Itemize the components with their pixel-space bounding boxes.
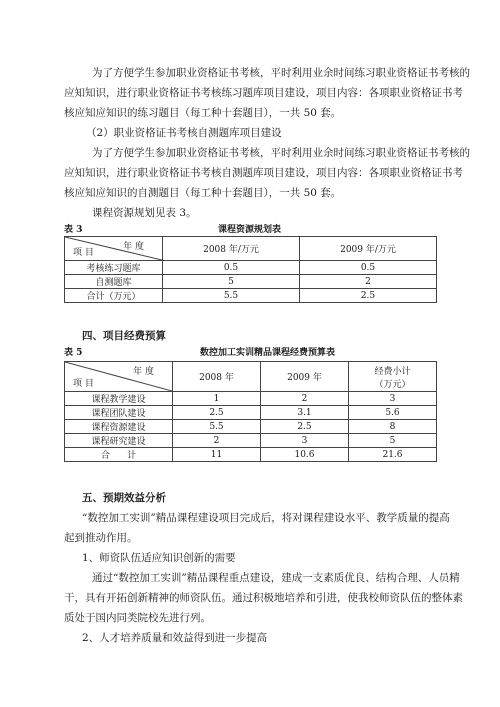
cell-value: 2.5: [261, 420, 349, 434]
table-row: [65, 420, 437, 434]
table5-col-subtotal: [349, 362, 437, 392]
cell-value: 10.6: [261, 448, 349, 462]
cell-value: 11: [173, 448, 261, 462]
para1-line3: 核应知应知识的练习题目（每工种十套题目），一共 50 套。: [64, 107, 342, 119]
table3-col-2009: 2009 年/万元: [300, 237, 437, 261]
cell-value: 1: [173, 392, 261, 406]
cell-value: 0.5: [163, 261, 300, 275]
cell-value: 2: [300, 275, 437, 289]
cell-value: 5.5: [173, 420, 261, 434]
table5: [64, 361, 437, 462]
table-row: [65, 275, 437, 289]
row-name: 合 计: [65, 448, 173, 462]
table-row: [65, 406, 437, 420]
cell-value: 2: [173, 434, 261, 448]
cell-value: 21.6: [349, 448, 437, 462]
para1-line1: 为了方便学生参加职业资格证书考核，平时利用业余时间练习职业资格证书考核的: [92, 67, 470, 79]
cell-value: 5.6: [349, 406, 437, 420]
corner-year-label: 年 度: [133, 367, 154, 377]
table3-label: 表 3: [64, 225, 83, 235]
cell-value: 3.1: [261, 406, 349, 420]
para2-line1: 为了方便学生参加职业资格证书考核，平时利用业余时间练习职业资格证书考核的: [92, 147, 470, 159]
section5-heading: 五、预期效益分析: [82, 492, 166, 504]
row-name: 自测题库: [65, 275, 163, 289]
cell-value: 2.5: [300, 289, 437, 303]
cell-value: 0.5: [300, 261, 437, 275]
para2-line3: 核应知应知识的自测题目（每工种十套题目），一共 50 套。: [64, 187, 342, 199]
table-row: [65, 448, 437, 462]
cell-value: 5: [349, 434, 437, 448]
row-name: 课程教学建设: [65, 392, 173, 406]
table-row: [65, 289, 437, 303]
corner-item-label: 项 目: [73, 248, 94, 258]
table5-col-2009: 2009 年: [261, 362, 349, 392]
section4-heading: 四、项目经费预算: [82, 330, 166, 342]
table-row: [65, 434, 437, 448]
para2-line2: 应知知识，进行职业资格证书考核自测题库项目建设，项目内容：各项职业资格证书考: [64, 167, 463, 179]
cell-value: 3: [261, 434, 349, 448]
corner-year-label: 年 度: [123, 242, 144, 252]
table5-corner-cell: [65, 362, 173, 392]
cell-value: 2: [261, 392, 349, 406]
para5-line1: “数控加工实训”精品课程建设项目完成后，将对课程建设水平、教学质量的提高: [82, 512, 450, 524]
table3-corner-cell: [65, 237, 163, 261]
para6-line3: 质处于国内同类院校先进行列。: [64, 612, 211, 624]
table5-header-row: [65, 362, 437, 392]
table3-col-2008: 2008 年/万元: [163, 237, 300, 261]
cell-value: 8: [349, 420, 437, 434]
subheading-1: 1、师资队伍适应知识创新的需要: [82, 552, 236, 564]
row-name: 合计（万元）: [65, 289, 163, 303]
subheading-2-talent: 2、人才培养质量和效益得到进一步提高: [82, 632, 268, 644]
row-name: 课程资源建设: [65, 420, 173, 434]
cell-value: 2.5: [173, 406, 261, 420]
row-name: 课程团队建设: [65, 406, 173, 420]
subtotal-header-line1: 经费小计: [374, 366, 411, 377]
para5-line2: 起到推动作用。: [64, 532, 138, 544]
para6-line2: 干，具有开拓创新精神的师资队伍。通过积极地培养和引进，使我校师资队伍的整体素: [64, 592, 463, 604]
table5-label: 表 5: [64, 348, 83, 358]
cell-value: 5: [163, 275, 300, 289]
subheading-2: （2）职业资格证书考核自测题库项目建设: [86, 127, 282, 139]
row-name: 课程研究建设: [65, 434, 173, 448]
table3: [64, 236, 437, 303]
table3-title: 课程资源规划表: [218, 225, 282, 235]
table-row: [65, 261, 437, 275]
table3-header-row: [65, 237, 437, 261]
table5-col-2008: 2008 年: [173, 362, 261, 392]
para3: 课程资源规划见表 3。: [92, 207, 197, 219]
para6-line1: 通过“数控加工实训”精品课程重点建设，建成一支素质优良、结构合理、人员精: [92, 572, 460, 584]
subtotal-header-line2: （万元）: [374, 379, 411, 390]
table-row: [65, 392, 437, 406]
cell-value: 3: [349, 392, 437, 406]
corner-item-label: 项 目: [73, 379, 94, 389]
cell-value: 5.5: [163, 289, 300, 303]
row-name: 考核练习题库: [65, 261, 163, 275]
para1-line2: 应知知识，进行职业资格证书考核练习题库项目建设，项目内容：各项职业资格证书考: [64, 87, 463, 99]
table5-title: 数控加工实训精品课程经费预算表: [200, 348, 336, 358]
